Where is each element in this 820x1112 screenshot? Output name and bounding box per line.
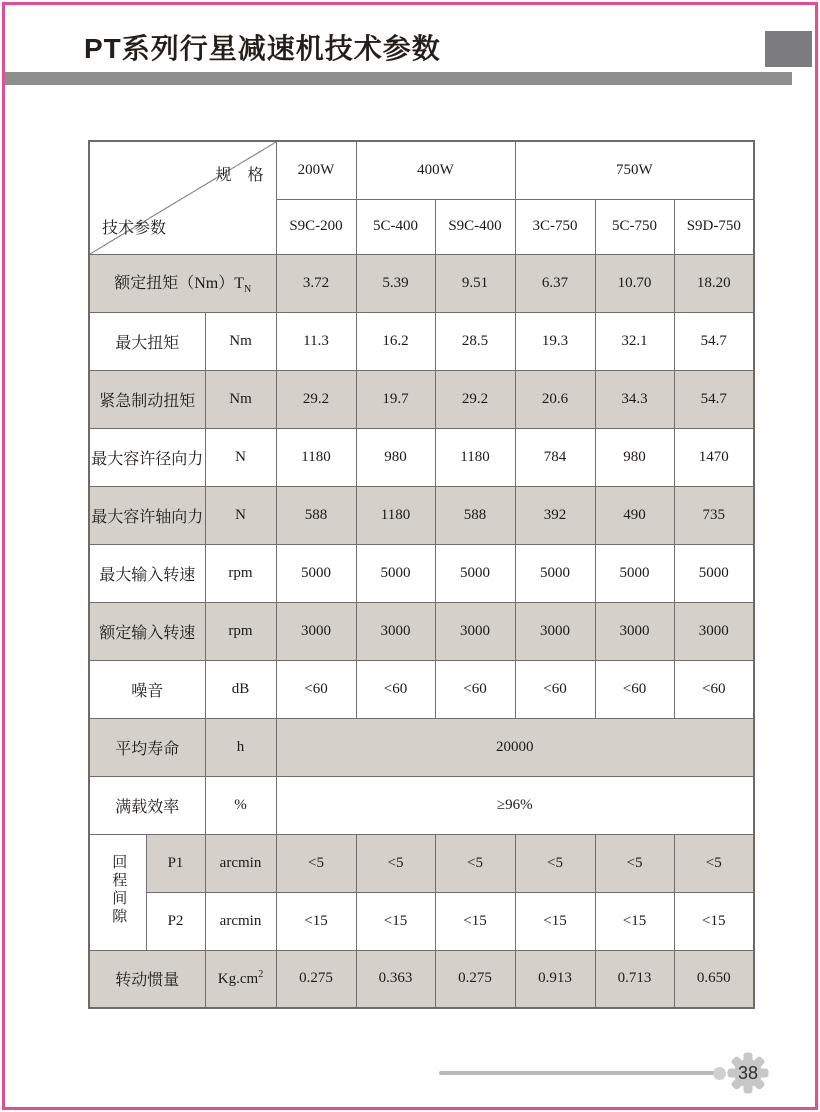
value-cell: 0.275	[276, 950, 356, 1008]
value-cell: 11.3	[276, 312, 356, 370]
unit-cell: rpm	[205, 544, 276, 602]
value-cell: 588	[435, 486, 515, 544]
value-cell: <5	[595, 834, 674, 892]
value-cell: <60	[356, 660, 435, 718]
value-cell: 0.913	[515, 950, 595, 1008]
param-cell: 最大输入转速	[89, 544, 205, 602]
model-cell: S9D-750	[674, 199, 754, 254]
value-cell: 54.7	[674, 370, 754, 428]
value-cell: 588	[276, 486, 356, 544]
value-cell: 980	[595, 428, 674, 486]
value-cell: <60	[674, 660, 754, 718]
header-rule	[5, 72, 792, 85]
value-cell: 0.363	[356, 950, 435, 1008]
value-cell: 5000	[276, 544, 356, 602]
table-row	[89, 776, 754, 834]
value-cell: 784	[515, 428, 595, 486]
value-cell: <15	[435, 892, 515, 950]
value-cell: 3000	[276, 602, 356, 660]
unit-cell: N	[205, 486, 276, 544]
unit-cell: h	[205, 718, 276, 776]
value-cell: 5.39	[356, 254, 435, 312]
value-cell: 28.5	[435, 312, 515, 370]
value-cell: <15	[515, 892, 595, 950]
corner-tech-label: 技术参数	[102, 219, 167, 237]
value-cell: <60	[435, 660, 515, 718]
value-cell: 54.7	[674, 312, 754, 370]
param-cell: 噪音	[89, 660, 205, 718]
unit-cell: rpm	[205, 602, 276, 660]
table-row	[89, 312, 754, 370]
value-cell: 19.3	[515, 312, 595, 370]
param-cell: 紧急制动扭矩	[89, 370, 205, 428]
footer-dot	[713, 1067, 726, 1080]
table-row	[89, 544, 754, 602]
unit-cell: %	[205, 776, 276, 834]
value-cell: <15	[595, 892, 674, 950]
page-number-badge	[726, 1051, 770, 1095]
page-number: 38	[737, 1062, 759, 1083]
table-row	[89, 370, 754, 428]
merged-value-cell: 20000	[276, 718, 754, 776]
value-cell: 5000	[435, 544, 515, 602]
value-cell: 392	[515, 486, 595, 544]
param-cell: 转动惯量	[89, 950, 205, 1008]
value-cell: 3000	[515, 602, 595, 660]
param-cell: 平均寿命	[89, 718, 205, 776]
unit-cell: N	[205, 428, 276, 486]
unit-cell: $Kg.cm^2$	[205, 950, 276, 1008]
value-cell: 0.713	[595, 950, 674, 1008]
param-cell: 额定扭矩$(Nm)T_N$	[89, 254, 276, 312]
value-cell: 0.650	[674, 950, 754, 1008]
value-cell: <5	[276, 834, 356, 892]
value-cell: 29.2	[276, 370, 356, 428]
value-cell: 3.72	[276, 254, 356, 312]
param-cell: 最大扭矩	[89, 312, 205, 370]
footer-rule	[439, 1071, 719, 1075]
value-cell: 1180	[435, 428, 515, 486]
value-cell: <15	[674, 892, 754, 950]
corner-cell	[89, 141, 276, 254]
value-cell: 5000	[674, 544, 754, 602]
param-cell: P1	[146, 834, 205, 892]
value-cell: 3000	[356, 602, 435, 660]
value-cell: 18.20	[674, 254, 754, 312]
backlash-group-label: 回程间隙	[110, 853, 127, 926]
param-cell: 最大容许轴向力	[89, 486, 205, 544]
technical-parameters-table	[88, 140, 755, 1009]
param-cell: 满载效率	[89, 776, 205, 834]
unit-cell: Nm	[205, 370, 276, 428]
value-cell: <60	[276, 660, 356, 718]
value-cell: 9.51	[435, 254, 515, 312]
value-cell: 735	[674, 486, 754, 544]
power-group-400w: 400W	[356, 141, 515, 199]
corner-spec-label: 规 格	[215, 167, 264, 184]
value-cell: 5000	[595, 544, 674, 602]
value-cell: 3000	[435, 602, 515, 660]
value-cell: 16.2	[356, 312, 435, 370]
value-cell: <60	[595, 660, 674, 718]
unit-cell: Nm	[205, 312, 276, 370]
value-cell: 1470	[674, 428, 754, 486]
value-cell: <5	[674, 834, 754, 892]
merged-value-cell: ≥96%	[276, 776, 754, 834]
value-cell: 6.37	[515, 254, 595, 312]
table-row	[89, 428, 754, 486]
value-cell: <5	[356, 834, 435, 892]
table-row	[89, 254, 754, 312]
value-cell: 1180	[356, 486, 435, 544]
page-title: PT系列行星减速机技术参数	[84, 33, 441, 64]
value-cell: 29.2	[435, 370, 515, 428]
table-row	[89, 718, 754, 776]
value-cell: <15	[276, 892, 356, 950]
table-row	[89, 660, 754, 718]
table-row	[89, 950, 754, 1008]
power-group-200w: 200W	[276, 141, 356, 199]
table-row	[89, 486, 754, 544]
unit-cell: arcmin	[205, 892, 276, 950]
model-cell: 5C-750	[595, 199, 674, 254]
value-cell: 1180	[276, 428, 356, 486]
value-cell: 20.6	[515, 370, 595, 428]
param-cell: P2	[146, 892, 205, 950]
param-cell: 最大容许径向力	[89, 428, 205, 486]
spec-table	[88, 140, 755, 1009]
value-cell: 3000	[595, 602, 674, 660]
value-cell: <60	[515, 660, 595, 718]
value-cell: 5000	[515, 544, 595, 602]
unit-cell: dB	[205, 660, 276, 718]
value-cell: 0.275	[435, 950, 515, 1008]
value-cell: 3000	[674, 602, 754, 660]
value-cell: 980	[356, 428, 435, 486]
value-cell: 32.1	[595, 312, 674, 370]
value-cell: <5	[515, 834, 595, 892]
param-cell: 额定输入转速	[89, 602, 205, 660]
table-row	[89, 892, 754, 950]
value-cell: 5000	[356, 544, 435, 602]
header-accent-square	[765, 31, 812, 67]
model-cell: 5C-400	[356, 199, 435, 254]
model-cell: 3C-750	[515, 199, 595, 254]
table-row	[89, 602, 754, 660]
unit-cell: arcmin	[205, 834, 276, 892]
model-cell: S9C-400	[435, 199, 515, 254]
value-cell: 34.3	[595, 370, 674, 428]
value-cell: <5	[435, 834, 515, 892]
value-cell: 10.70	[595, 254, 674, 312]
table-row	[89, 834, 754, 892]
value-cell: 19.7	[356, 370, 435, 428]
power-group-750w: 750W	[515, 141, 754, 199]
table-header-row-power	[89, 141, 754, 199]
model-cell: S9C-200	[276, 199, 356, 254]
value-cell: 490	[595, 486, 674, 544]
value-cell: <15	[356, 892, 435, 950]
backlash-group-cell	[89, 834, 146, 950]
